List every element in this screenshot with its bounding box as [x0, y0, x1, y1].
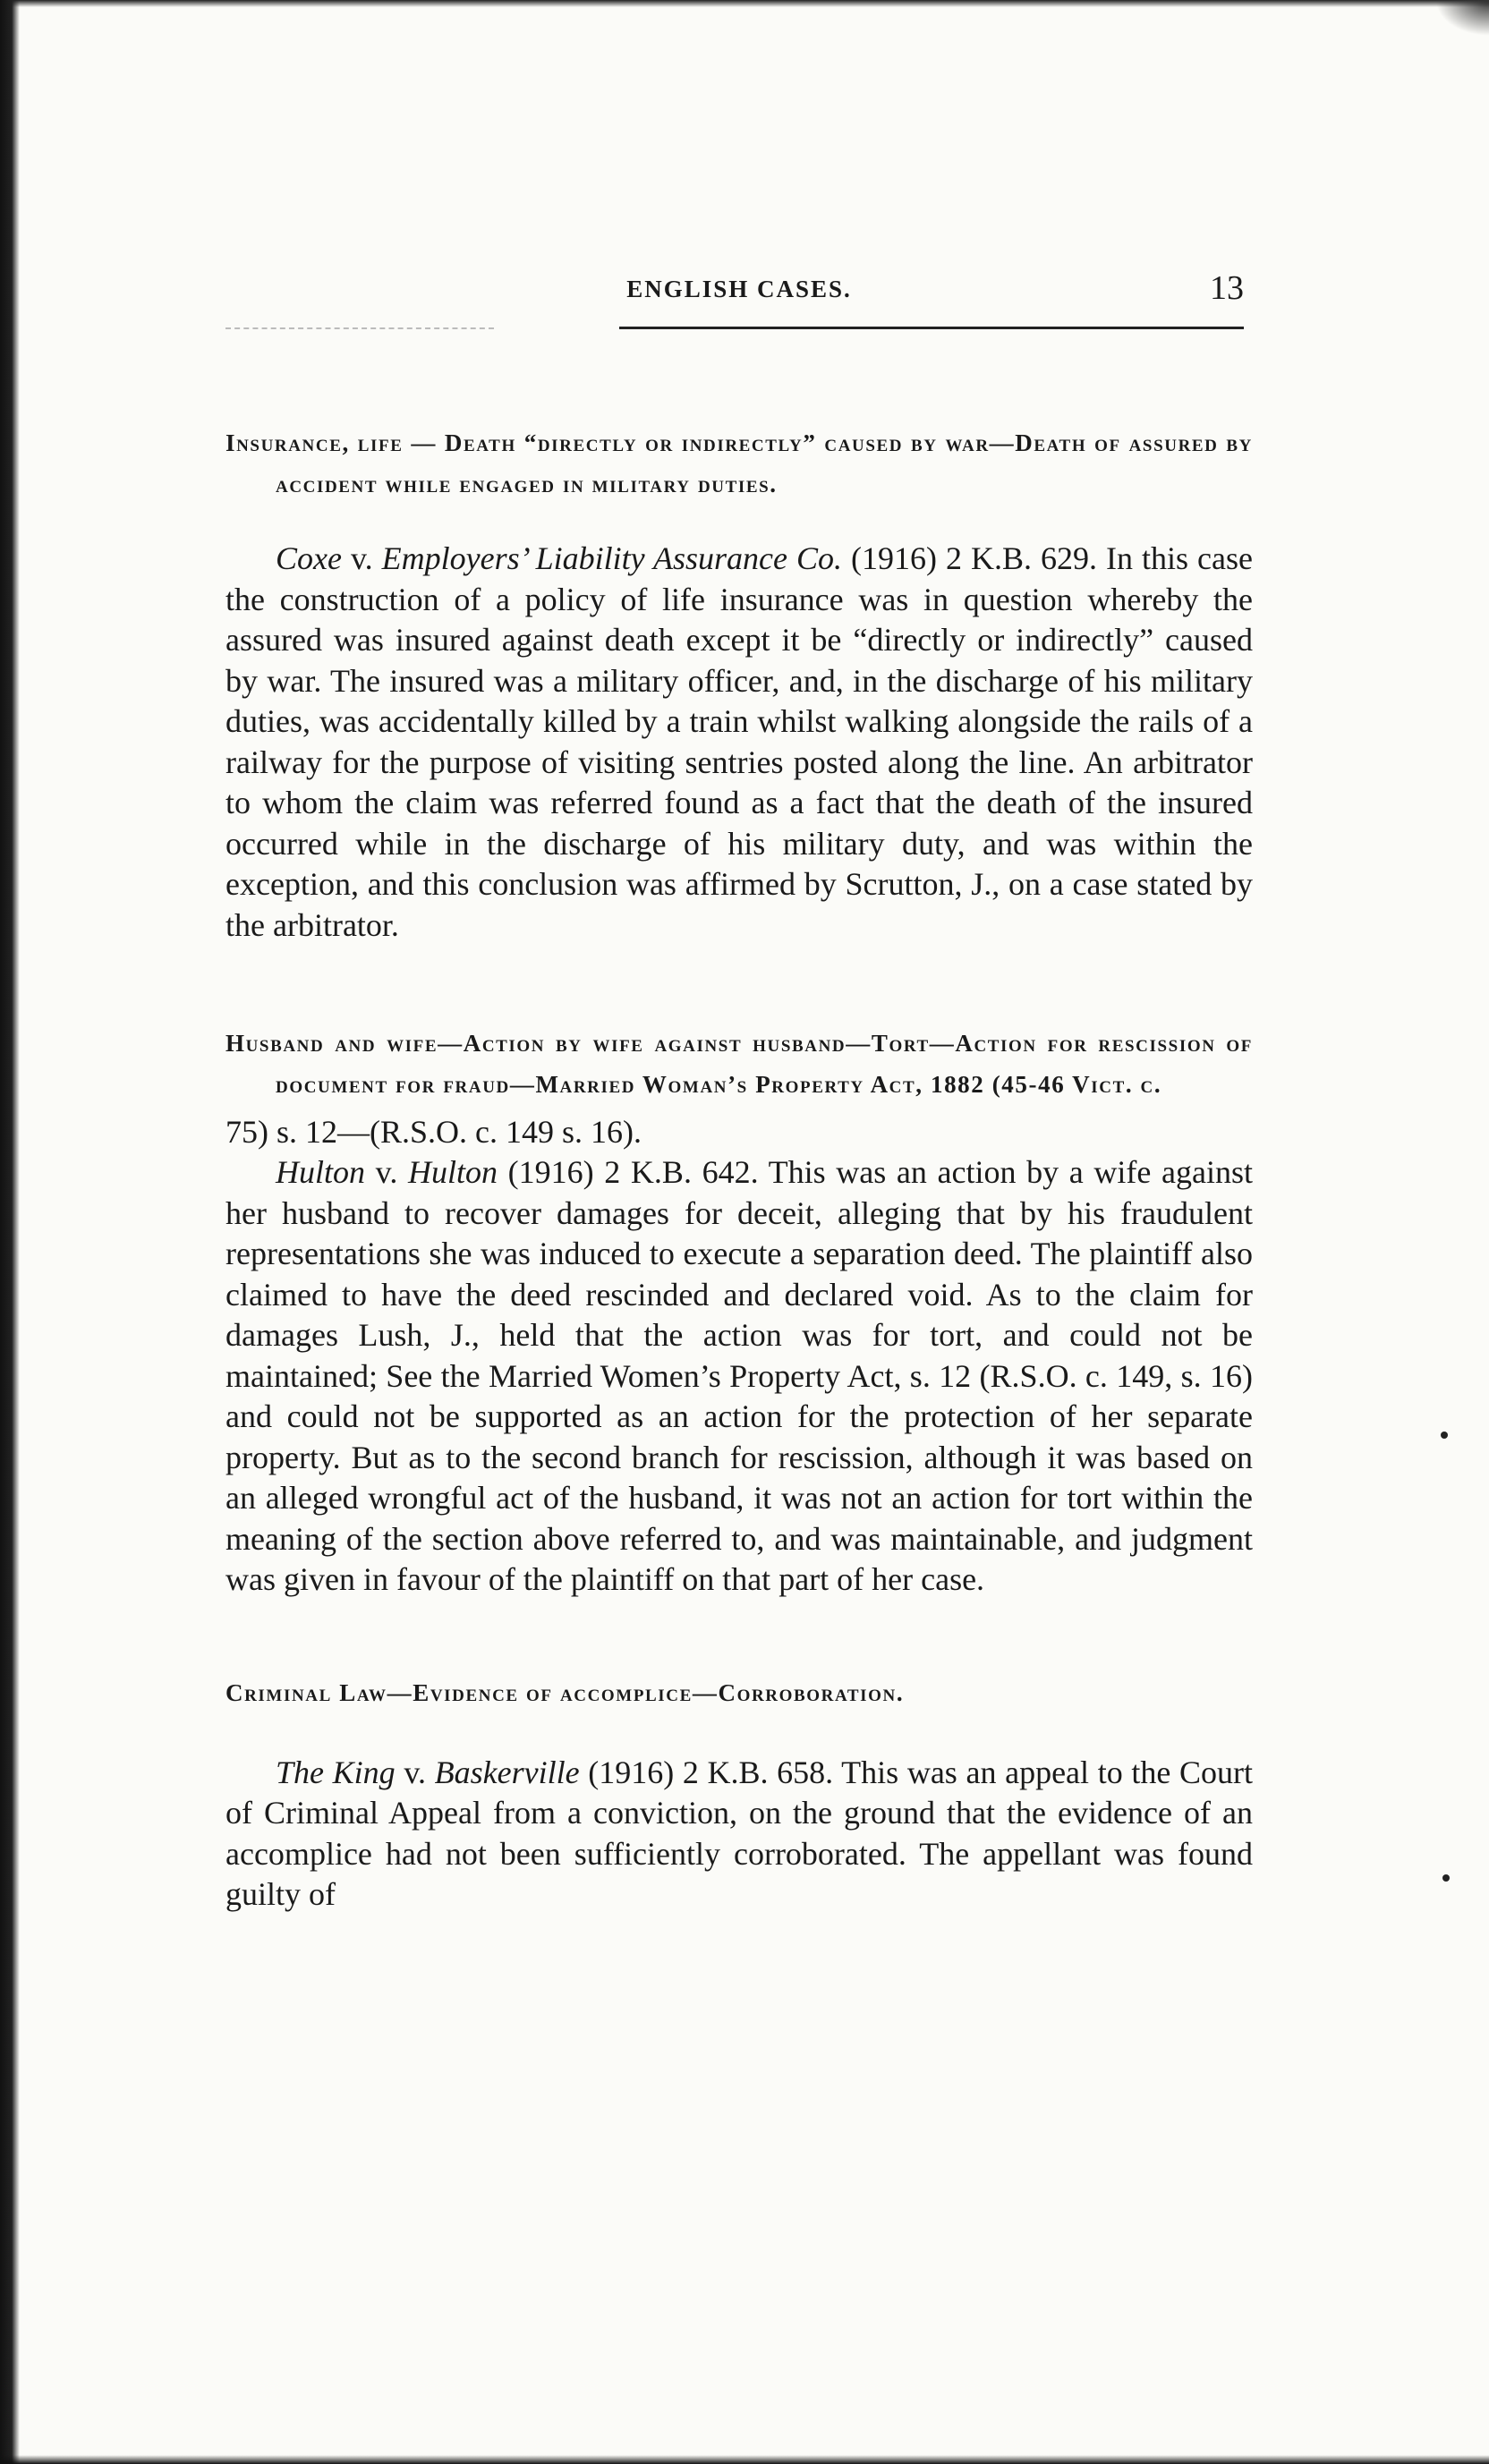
case-section-insurance [225, 422, 1253, 946]
case-party: Baskerville [434, 1754, 580, 1790]
case-body: (1916) 2 K.B. 642. This was an action by a wife against her husband to recover damages for deceit, alleging that by his fraudulent representations she was induced to execute a separation deed. The plaintiff also claimed to have the deed rescinded and declared void. As to the claim for damages Lush, J., held that the action was for tort, and could not be maintained; See the Married Women’s Property Act, s. 12 (R.S.O. c. 149, s. 16) and could not be supported as an action for the protection of her separate property. But as to the second branch for rescission, although it was based on an alleged wrongful act of the husband, it was not an action for tort within the meaning of the section above referred to, and was maintainable, and judgment was given in favour of the plaintiff on that part of her case. [225, 1154, 1253, 1597]
case-heading: Criminal Law—Evidence of accomplice—Corroboration. [225, 1678, 905, 1706]
case-heading: Insurance, life — Death “directly or indirectly” caused by war—Death of assured by accident while engaged in military duties. [225, 429, 1253, 497]
running-title: ENGLISH CASES. [626, 276, 852, 302]
case-name: Coxe [276, 540, 342, 576]
page-corner-edge [1435, 0, 1489, 36]
case-party: Employers’ Liability Assurance Co. [381, 540, 842, 576]
case-body: (1916) 2 K.B. 658. This was an appeal to the Court of Criminal Appeal from a conviction, on the ground that the evidence of an accomplice had not been sufficiently corroborated. The appellant was found guilty of [225, 1754, 1253, 1912]
page-content [225, 259, 1253, 1916]
scan-speck [1441, 1432, 1448, 1439]
case-heading: Husband and wife—Action by wife against husband—Tort—Action for rescission of document for fraud—Married Woman’s Property Act, 1882 (45-46 Vict. c. [225, 1030, 1253, 1098]
page-binding-edge [0, 0, 20, 2464]
case-name: Hulton [276, 1154, 366, 1190]
case-name: The King [276, 1754, 396, 1790]
scan-speck [1442, 1874, 1450, 1882]
case-body: (1916) 2 K.B. 629. In this case the construction of a policy of life insurance was in question whereby the assured was insured against death except it be “directly or indirectly” caused by war. The insured was a military officer, and, in the discharge of his military duties, was accidentally killed by a train whilst walking alongside the rails of a railway for the purpose of visiting sentries posted along the line. An arbitrator to whom the claim was referred found as a fact that the death of the insured occurred while in the discharge of his military duty, and was within the exception, and this conclusion was affirmed by Scrutton, J., on a case stated by the arbitrator. [225, 540, 1253, 943]
header-rule [619, 327, 1244, 329]
page-number: 13 [1210, 269, 1244, 307]
case-heading-tail: 75) s. 12—(R.S.O. c. 149 s. 16). [225, 1114, 642, 1150]
case-section-criminal-law [225, 1672, 1253, 1916]
case-paragraph [225, 539, 1253, 946]
versus: v. [341, 540, 382, 576]
case-party: Hulton [407, 1154, 498, 1190]
versus: v. [365, 1154, 408, 1190]
running-head [225, 259, 1253, 313]
case-paragraph [225, 1152, 1253, 1601]
versus: v. [395, 1754, 435, 1790]
page-top-edge [0, 0, 1489, 7]
header-rule-faint [225, 327, 494, 329]
case-paragraph [225, 1753, 1253, 1916]
case-section-husband-wife [225, 1023, 1253, 1601]
page-bottom-edge [0, 2455, 1489, 2464]
